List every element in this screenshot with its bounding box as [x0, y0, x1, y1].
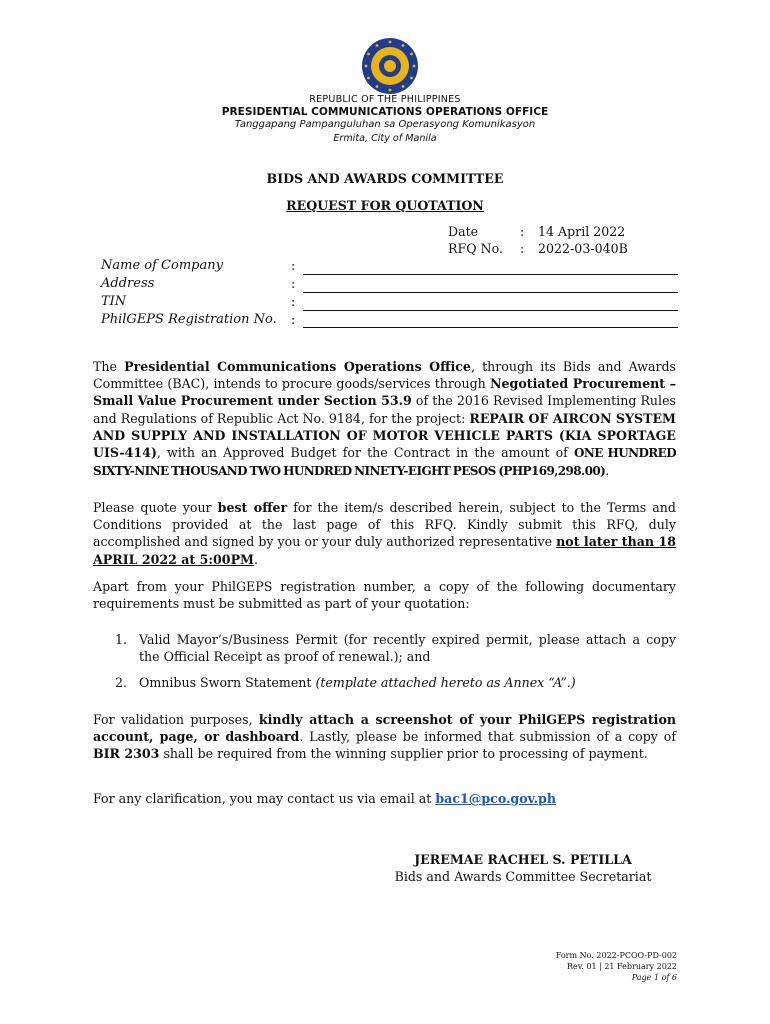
- company-name-line[interactable]: [303, 274, 678, 275]
- tin-line[interactable]: [303, 310, 678, 311]
- intro-paragraph: The Presidential Communications Operations Office, through its Bids and Awards Committee (BAC), intends to procure goods/services through Negotiated Procurement – Small Value Procurement under Section 53.9 of the 2016 Revised Implementing Rules and Regulations of Republic Act No. 9184, for the project: REPAIR OF AIRCON SYSTEM AND SUPPLY AND INSTALLATION OF MOTOR VEHICLE PARTS (KIA SPORTAGE UIS-414), with an Approved Budget for the Contract in the amount of ONE HUNDRED SIXTY-NINE THOUSAND TWO HUNDRED NINETY-EIGHT PESOS (PHP169,298.00).: [93, 359, 676, 479]
- rfq-value: 2022-03-040B: [538, 241, 628, 256]
- footer-form-number: Form No. 2022-PCOO-PD-002: [555, 951, 677, 960]
- field-colon: :: [291, 258, 296, 273]
- header-office-filipino: Tanggapang Pampanguluhan sa Operasyong Komunikasyon: [234, 119, 536, 130]
- field-label-company: Name of Company: [101, 258, 223, 273]
- instructions-paragraph: Please quote your best offer for the item/s described herein, subject to the Terms and Conditions provided at the last page of this RFQ. Kindly submit this RFQ, duly accomplished and signed by you or your duly authorized representative not later than 18 APRIL 2022 at 5:00PM.: [93, 500, 676, 567]
- date-label: Date: [448, 224, 479, 239]
- requirements-intro: Apart from your PhilGEPS registration number, a copy of the following documentary requirements must be submitted as part of your quotation:: [93, 579, 676, 612]
- field-colon: :: [291, 276, 296, 291]
- philgeps-line[interactable]: [303, 327, 678, 328]
- pco-seal-logo: [361, 37, 419, 95]
- requirements-list: [93, 631, 676, 700]
- field-colon: :: [291, 294, 296, 309]
- list-item: 1. Valid Mayor’s/Business Permit (for recently expired permit, please attach a copy the Official Receipt as proof of renewal.); and: [115, 632, 676, 664]
- contact-paragraph: For any clarification, you may contact us via email at bac1@pco.gov.ph: [93, 791, 556, 806]
- document-title: REQUEST FOR QUOTATION: [286, 198, 484, 213]
- field-label-philgeps: PhilGEPS Registration No.: [101, 312, 277, 327]
- footer-page-number: Page 1 of 6: [631, 973, 677, 982]
- header-location: Ermita, City of Manila: [333, 133, 437, 144]
- signatory-name: JEREMAE RACHEL S. PETILLA: [414, 852, 632, 867]
- field-colon: :: [291, 312, 296, 327]
- committee-title: BIDS AND AWARDS COMMITTEE: [266, 171, 504, 186]
- field-label-address: Address: [101, 276, 155, 291]
- footer-revision: Rev. 01 | 21 February 2022: [566, 962, 677, 971]
- signatory-title: Bids and Awards Committee Secretariat: [394, 869, 652, 884]
- date-colon: :: [520, 224, 525, 239]
- date-value: 14 April 2022: [538, 224, 626, 239]
- rfq-label: RFQ No.: [448, 241, 503, 256]
- address-line[interactable]: [303, 292, 678, 293]
- email-link[interactable]: bac1@pco.gov.ph: [435, 791, 556, 806]
- rfq-colon: :: [520, 241, 525, 256]
- header-republic: REPUBLIC OF THE PHILIPPINES: [309, 94, 461, 105]
- list-item: 2. Omnibus Sworn Statement (template attached hereto as Annex “A”.): [115, 675, 576, 690]
- header-office: PRESIDENTIAL COMMUNICATIONS OPERATIONS OFFICE: [221, 106, 549, 118]
- validation-paragraph: For validation purposes, kindly attach a screenshot of your PhilGEPS registration account, page, or dashboard. Lastly, please be informed that submission of a copy of BIR 2303 shall be required from the winning supplier prior to processing of payment.: [93, 712, 676, 762]
- field-label-tin: TIN: [101, 294, 127, 309]
